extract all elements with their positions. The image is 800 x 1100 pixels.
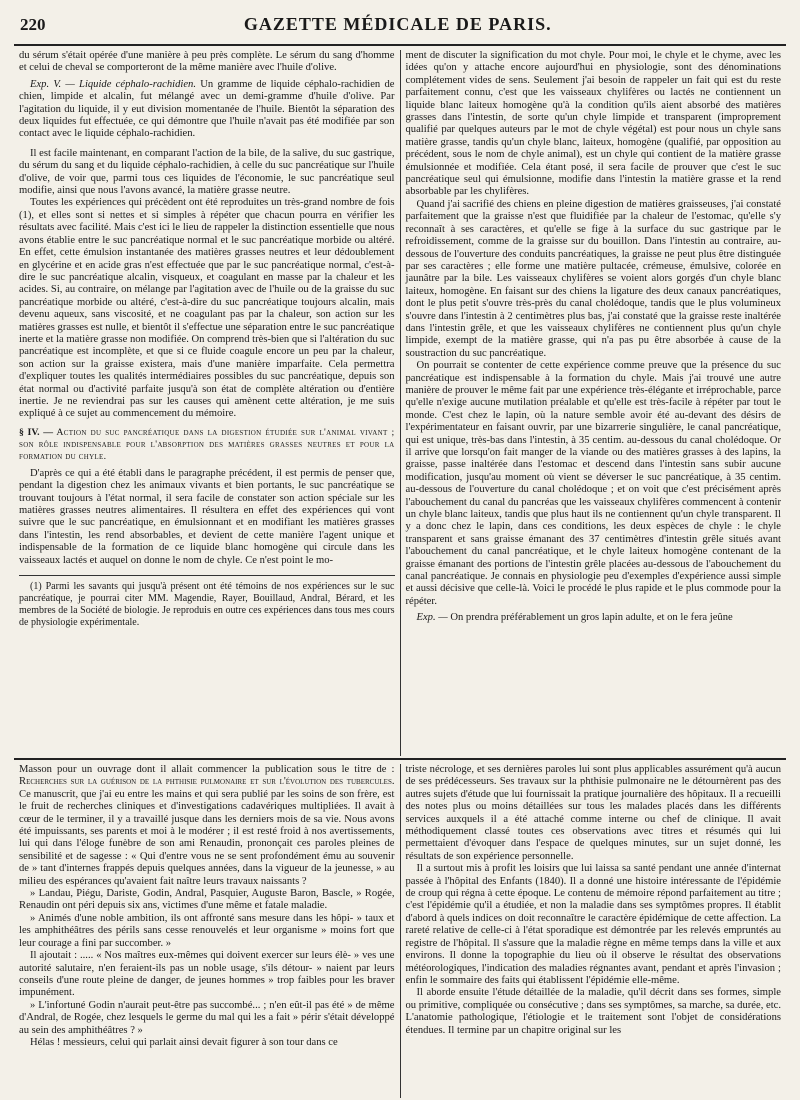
paragraph-text: On prendra préférablement un gros lapin adulte, et on le fera jeûne — [447, 612, 733, 624]
left-column — [14, 50, 400, 756]
paragraph-text: Un gramme de liquide céphalo-rachidien de chien, limpide et alcalin, fut mélangé avec un demi-gramme d'huile d'olive. Par l'agitation du liquide, il y eut division momentanée de l'huile. Bientôt la séparation des deux liquides fut effectuée, ce qui démontre que l'huile n'avait pas été modifiée par son contact avec le liquide céphalo-rachidien. — [19, 78, 395, 140]
section-title: Action du suc pancréatique dans la digestion étudiée sur l'animal vivant ; son rôle indispensable pour l'absorption des matières grasses neutres et pour la formation du chyle. — [19, 426, 395, 462]
bottom-right-column — [401, 764, 787, 1098]
paragraph: Hélas ! messieurs, celui qui parlait ainsi devait figurer à son tour dans ce — [30, 1036, 338, 1048]
paragraph: triste nécrologe, et ses dernières paroles lui sont plus applicables assurément qu'à aucun de ses prédécesseurs. Ses travaux sur la phthisie pulmonaire ne le détournèrent pas des autres sujets d'étude que lui fournissait la pratique journalière des hôpitaux. Il a recueilli des notes plus ou moins détaillées sur tous les malades placés dans les différents services auxquels il a été attaché comme interne ou chef de clinique. Il avait méthodiquement classé toutes ces observations avec titres et résumés qui lui permettaient d'évoquer dans l'espace de quelques minutes, sur un sujet donné, les résultats de son expérience personnelle. — [405, 764, 781, 862]
feuilleton-divider — [14, 758, 786, 760]
page-header — [14, 14, 786, 46]
article-section — [14, 50, 786, 756]
experiment-heading: Exp. V. — Liquide céphalo-rachidien. — [30, 78, 196, 90]
paragraph — [406, 612, 782, 624]
paragraph-text: Ce manuscrit, que j'ai eu entre les mains et qui sera publié par les soins de son frère, est le fruit de recherches cliniques et d'investigations cadavériques multipliées. Il avait à cœur de le terminer, il y a travaillé jusque dans les derniers mois de sa vie. Nous avons été impuissants, ses parents et moi à le modérer ; il est resté froid à nos avertissements, lui qui dans l'éloge funèbre de son ami Renaudin, prononçait ces paroles pleines de sensibilité et de sagesse : « Qui d'entre vous ne se sent profondément ému au souvenir de » tant d'internes frappés depuis quelques années, dans la vigueur de la jeunesse, » au milieu des espérances qu'avaient fait naître leurs travaux naissants ? — [19, 788, 395, 887]
paragraph: D'après ce qui a été établi dans le paragraphe précédent, il est permis de penser que, pendant la digestion chez les animaux vivants et bien portants, le suc pancréatique se trouvant toujours à l'état normal, il sera facile de constater son action spéciale sur les matières grasses neutres alimentaires. Il résultera en effet des expériences qui vont suivre que le suc pancréatique, en émulsionnant et en modifiant les matières grasses dans l'intestin, les rend absorbables, et devient de cette manière l'agent unique et indispensable de la formation de ce liquide blanc homogène qui circule dans les vaisseaux lactés et auquel on donne le nom de chyle. Ce n'est point le mo- — [19, 467, 395, 566]
paragraph: du sérum s'était opérée d'une manière à peu près complète. Le sérum du sang d'homme et celui de cheval se comporteront de la même manière avec l'huile d'olive. — [19, 50, 395, 74]
paragraph: Il aborde ensuite l'étude détaillée de la maladie, qu'il décrit dans ses formes, simple ou primitive, compliquée ou consécutive ; dans ses symptômes, sa marche, sa durée, etc. L'anatomie pathologique, l'étiologie et le traitement sont l'objet de considérations étendues. Il termine par un chapitre original sur les — [405, 987, 781, 1036]
footnote: (1) Parmi les savants qui jusqu'à présent ont été témoins de nos expériences sur le suc pancréatique, je pourrai citer MM. Magendie, Rayer, Bouillaud, Andral, Bérard, et les membres de la Société de biologie. Je reproduis en outre ces expériences dans tous mes cours de physiologie expérimentale. — [19, 581, 395, 629]
page-number: 220 — [20, 15, 46, 34]
footnote-divider — [19, 575, 395, 576]
feuilleton-section — [14, 764, 786, 1098]
paragraph: On pourrait se contenter de cette expérience comme preuve que la présence du suc pancréatique est indispensable à la formation du chyle. Mais j'ai trouvé une autre manière de prouver le même fait par une expérience très-élégante et irréprochable, parce qu'elle n'exige aucune mutilation préalable et qu'elle est très-facile à répéter par tout le monde. C'est chez le lapin, où la nature semble avoir été au-devant des désirs de l'expérimentateur en faisant ouvrir, par une bizarrerie singulière, le canal pancréatique, qui est unique, très-bas dans l'intestin, à 35 centim. au-dessous du canal cholédoque. Or il arrive que lorsqu'on fait manger de la viande ou des matières grasses à des lapins, la graisse, passe inaltérée dans l'estomac et descend dans l'intestin sans subir aucune modification, jusqu'au moment où vient se déverser le suc pancréatique, à 35 centim. au-dessous de l'ouverture du canal cholédoque ; et on voit que c'est précisément après l'abouchement du canal du pancréas que les vaisseaux chylifères commencent à contenir un chyle blanc laiteux, tandis que plus haut ils ne contiennent qu'un chyle transparent. Il y a donc chez le lapin, dans ces conditions, les deux espèces de chyle : le chyle transparent et sans graisse émanant des 37 centimètres d'intestin grêle situés avant l'abouchement du canal pancréatique, et le chyle laiteux homogène contenant de la graisse émanant des portions de l'intestin grêle placées au-dessous de l'abouchement du canal pancréatique. Je connais en physiologie peu d'exemples d'expérience aussi simple et aussi décisive que celle-là. Voici le procédé le plus rapide et le plus commode pour la répéter. — [405, 360, 781, 607]
paragraph: » L'infortuné Godin n'aurait peut-être pas succombé... ; n'en eût-il pas été » de même d'Andral, de Rogée, chez lesquels le germe du mal qui les a fait » périr s'était développé au sein des amphithéâtres ? » — [19, 999, 395, 1036]
paragraph: » Animés d'une noble ambition, ils ont affronté sans mesure dans les hôpi- » taux et les amphithéâtres des périls sans cesse renouvelés et leur organisme » moins fort que leur courage a fini par succomber. » — [19, 912, 395, 949]
paragraph: Il ajoutait : ..... « Nos maîtres eux-mêmes qui doivent exercer sur leurs élè- » ves une autorité salutaire, n'en feraient-ils pas un noble usage, s'ils détour- » naient par leurs conseils d'une route pleine de danger, de jeunes hommes » trop faibles pour les braver impunément. — [19, 950, 395, 999]
work-title: Recherches sur la guérison de la phthisie pulmonaire et sur l'évolution des tubercules. — [19, 776, 395, 788]
paragraph: Toutes les expériences qui précèdent ont été reproduites un très-grand nombre de fois (1), et elles sont si nettes et si simples à répéter que chacun pourra en vérifier les résultats avec facilité. Mais c'est ici le lieu de rappeler la distinction essentielle que nous avons établie entre le suc pancréatique normal et le suc pancréatique morbide ou altéré. En effet, cette émulsion instantanée des matières grasses neutres et leur dédoublement en glycérine et en acide gras n'est effectuée que par le suc pancréatique normal, c'est-à-dire le suc pancréatique alcalin, visqueux, et coagulant en masse par la chaleur et les acides. Si, au contraire, on mélange par l'agitation avec de l'huile ou de la graisse du suc pancréatique morbide ou altéré, c'est-à-dire du suc pancréatique toujours alcalin, mais devenu aqueux, sans viscosité, et ne coagulant pas par la chaleur, son action sur les matières grasses est nulle, et bientôt il s'effectue une séparation entre le suc pancréatique inerte et la matière grasse non modifiée. On comprend très-bien que si l'altération du suc pancréatique est incomplète, et que si ce fluide coagule encore un peu par la chaleur, son action sur la graisse existera, mais d'une manière imparfaite. Cela permettra d'expliquer toutes les qualités intermédiaires possibles du suc pancréatique, depuis son état normal ou d'activité parfaite jusqu'à son état de complète altération ou d'entière inertie. Je ne reviendrai pas sur les causes qui amènent cette altération, je me suis expliqué à ce sujet au commencement du mémoire. — [19, 197, 395, 420]
journal-title: GAZETTE MÉDICALE DE PARIS. — [243, 14, 552, 34]
paragraph — [19, 79, 395, 141]
paragraph: Quand j'ai sacrifié des chiens en pleine digestion de matières graisseuses, j'ai constaté parfaitement que la graisse n'est que fluidifiée par la chaleur de l'estomac, qu'elle s'y reconnaît à ses caractères, et qu'elle se fige à la surface du suc gastrique par le refroidissement, comme de la graisse sur du bouillon. Dans l'intestin au contraire, au-dessous de l'ouverture des conduits pancréatiques, la graisse ne peut plus être distinguée par ses caractères ; elle forme une matière pultacée, crémeuse, émulsive, colorée en jaunâtre par la bile. Les vaisseaux chylifères se voient alors gorgés d'un chyle blanc laiteux, homogène. En faisant sur des chiens la ligature des deux canaux pancréatiques, dont le plus petit s'ouvre très-près du canal cholédoque, tandis que le plus volumineux s'ouvre dans l'intestin à 2 centimètres plus bas, j'ai constaté que la graisse reste inaltérée dans l'intestin grêle, et que les vaisseaux chylifères ne contiennent plus qu'un chyle limpide, exempt de la matière grasse, qui n'a pas pu être absorbée à cause de la soustraction du suc pancréatique. — [405, 198, 781, 359]
paragraph-text: Masson pour un ouvrage dont il allait commencer la publication sous le titre de : — [19, 764, 395, 775]
paragraph: Il a surtout mis à profit les loisirs que lui laissa sa santé pendant une année d'internat passée à l'hôpital des Enfants (1840). Il a donné une histoire intéressante de l'épidémie de croup qui régna à cette époque. Le contenu de mémoire répond parfaitement au titre ; c'est l'épidémie qu'il a étudiée, et non la maladie dans ses symptômes propres. Il établit d'abord à quels indices on doit reconnaître le caractère épidémique de cette affection. La rareté relative de celle-ci à l'état sporadique est démontrée par les relevés empruntés au registre de l'hôpital. Il s'assure que la maladie règne en même temps dans la ville et aux environs. Il donne la topographie du lieu où il observe le résultat des observations météorologiques, l'indication des maladies régnantes avant, pendant et après l'invasion ; enfin le sommaire des faits qui établissent l'épidémie elle-même. — [405, 863, 781, 986]
paragraph: ment de discuter la signification du mot chyle. Pour moi, le chyle et le chyme, avec les idées qu'on y attache encore aujourd'hui en physiologie, sont des dénominations complétement vides de sens. Seulement j'ai besoin de rappeler un fait qui est du reste parfaitement connu, c'est que les vaisseaux chylifères ou lactés ne contiennent un liquide blanc laiteux homogène qu'à la condition qu'ils aient absorbé des matières grasses dans l'intestin, de sorte qu'un chyle limpide et transparent (improprement qualifié par quelques auteurs par le mot de chyle végétal) est pour nous un chyle sans matière grasse, tandis qu'un chyle blanc, laiteux, homogène (qualifié, par opposition au précédent, sous le nom de chyle animal), est un chyle qui contient de la matière grasse émulsionnée et modifiée. Cela étant posé, il sera facile de prouver que c'est le suc pancréatique seul qui émulsionne, modifie dans l'intestin la matière grasse et la rend absorbable par les chylifères. — [405, 50, 781, 198]
section-heading — [19, 427, 395, 463]
paragraph: Il est facile maintenant, en comparant l'action de la bile, de la salive, du suc gastrique, du sérum du sang et du liquide céphalo-rachidien, à celle du suc pancréatique sur l'huile d'olive, de voir que, parmi tous ces liquides de l'économie, le suc pancréatique seul modifie, ainsi que nous l'avons avancé, la matière grasse neutre. — [19, 147, 395, 197]
paragraph: » Landau, Piégu, Dariste, Godin, Andral, Pasquier, Auguste Baron, Bascle, » Rogée, Renaudin ont péri depuis six ans, victimes d'une même et fatale maladie. — [19, 888, 395, 912]
experiment-heading: Exp. — — [416, 612, 448, 624]
right-column — [401, 50, 787, 756]
bottom-left-column — [14, 764, 400, 1098]
paragraph — [19, 764, 395, 888]
section-number: § IV. — — [19, 426, 54, 438]
